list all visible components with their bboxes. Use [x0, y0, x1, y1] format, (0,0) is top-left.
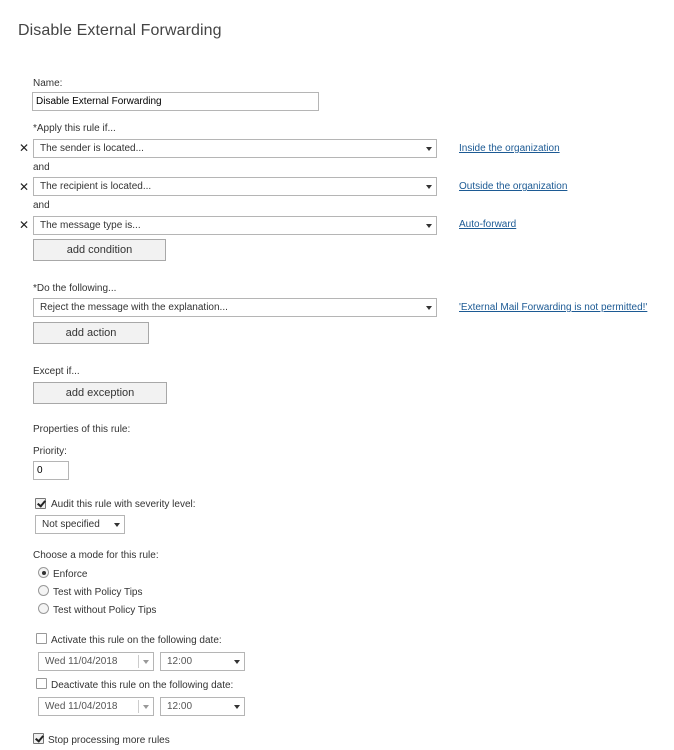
deactivate-time-select[interactable]: [160, 697, 245, 716]
activate-date-value: Wed 11/04/2018: [45, 656, 118, 667]
priority-label: Priority:: [33, 446, 67, 457]
conditions-label: *Apply this rule if...: [33, 123, 116, 134]
name-label: Name:: [33, 78, 63, 89]
remove-condition-3-icon[interactable]: ✕: [19, 218, 30, 232]
page-title: Disable External Forwarding: [18, 22, 222, 39]
deactivate-checkbox[interactable]: [36, 678, 47, 689]
chevron-down-icon: [114, 523, 120, 527]
condition-1-select-value: The sender is located...: [40, 143, 144, 154]
stop-processing-checkbox[interactable]: [33, 733, 44, 744]
priority-input[interactable]: [33, 461, 69, 480]
activate-date-select[interactable]: [38, 652, 154, 671]
condition-3-select[interactable]: [33, 216, 437, 235]
action-select[interactable]: [33, 298, 437, 317]
condition-2-value-link[interactable]: Outside the organization: [459, 181, 568, 192]
activate-time-select[interactable]: [160, 652, 245, 671]
condition-connector: and: [33, 200, 50, 211]
mode-label: Choose a mode for this rule:: [33, 550, 159, 561]
activate-checkbox[interactable]: [36, 633, 47, 644]
action-select-value: Reject the message with the explanation...: [40, 302, 228, 313]
exceptions-label: Except if...: [33, 366, 80, 377]
chevron-down-icon: [234, 705, 240, 709]
condition-3-select-value: The message type is...: [40, 220, 141, 231]
mode-enforce-radio[interactable]: [38, 567, 49, 578]
mode-test-with-tips-label: Test with Policy Tips: [53, 587, 143, 598]
actions-label: *Do the following...: [33, 283, 117, 294]
add-action-button[interactable]: add action: [33, 322, 149, 344]
chevron-down-icon: [426, 306, 432, 310]
name-input[interactable]: [32, 92, 319, 111]
condition-3-value-link[interactable]: Auto-forward: [459, 219, 517, 230]
activate-label: Activate this rule on the following date:: [51, 635, 222, 646]
condition-2-select-value: The recipient is located...: [40, 181, 152, 192]
add-condition-button[interactable]: add condition: [33, 239, 166, 261]
chevron-down-icon: [426, 147, 432, 151]
severity-select[interactable]: [35, 515, 125, 534]
severity-select-value: Not specified: [42, 519, 100, 530]
deactivate-date-value: Wed 11/04/2018: [45, 701, 118, 712]
activate-time-value: 12:00: [167, 656, 193, 667]
deactivate-label: Deactivate this rule on the following date:: [51, 680, 234, 691]
action-value-link[interactable]: 'External Mail Forwarding is not permitted!': [459, 302, 648, 313]
condition-2-select[interactable]: [33, 177, 437, 196]
mode-test-without-tips-radio[interactable]: [38, 603, 49, 614]
remove-condition-2-icon[interactable]: ✕: [19, 180, 30, 194]
date-divider: [138, 655, 139, 668]
chevron-down-icon: [143, 660, 149, 664]
add-exception-button[interactable]: add exception: [33, 382, 167, 404]
stop-processing-label: Stop processing more rules: [48, 735, 170, 746]
chevron-down-icon: [143, 705, 149, 709]
condition-1-select[interactable]: [33, 139, 437, 158]
remove-condition-1-icon[interactable]: ✕: [19, 141, 30, 155]
audit-label: Audit this rule with severity level:: [51, 499, 196, 510]
chevron-down-icon: [426, 185, 432, 189]
properties-label: Properties of this rule:: [33, 424, 131, 435]
audit-checkbox[interactable]: [35, 498, 46, 509]
condition-connector: and: [33, 162, 50, 173]
chevron-down-icon: [234, 660, 240, 664]
condition-1-value-link[interactable]: Inside the organization: [459, 143, 560, 154]
date-divider: [138, 700, 139, 713]
mode-test-with-tips-radio[interactable]: [38, 585, 49, 596]
chevron-down-icon: [426, 224, 432, 228]
deactivate-date-select[interactable]: [38, 697, 154, 716]
mode-test-without-tips-label: Test without Policy Tips: [53, 605, 157, 616]
mode-enforce-label: Enforce: [53, 569, 88, 580]
deactivate-time-value: 12:00: [167, 701, 193, 712]
